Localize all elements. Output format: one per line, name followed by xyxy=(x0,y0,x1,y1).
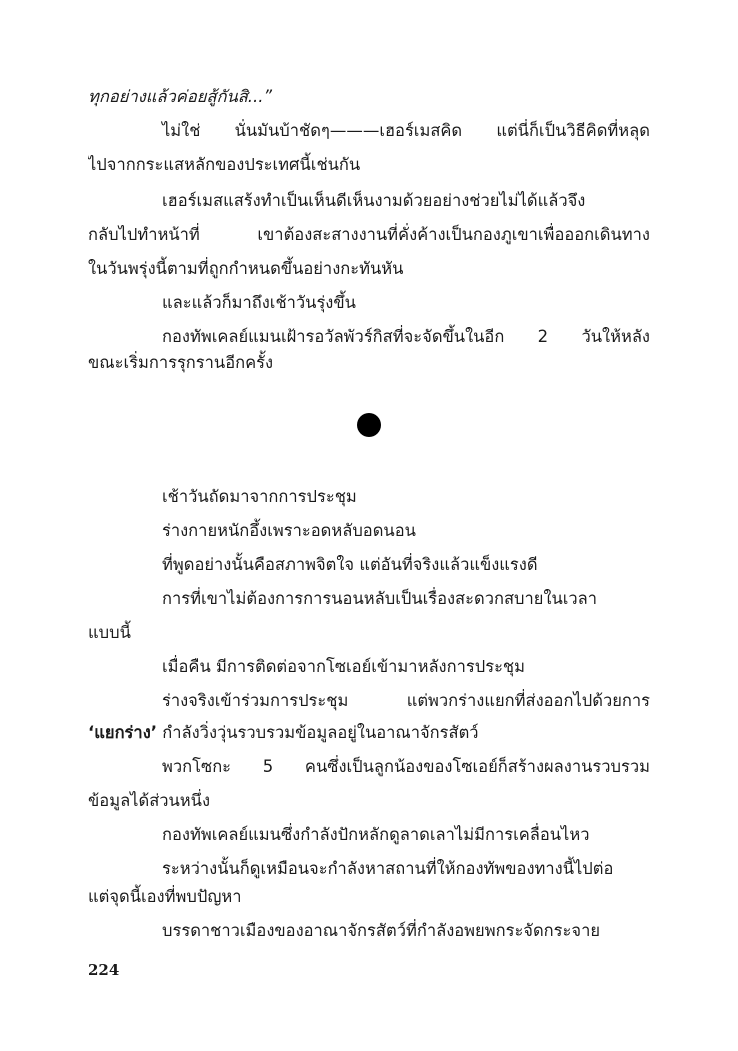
text-line: แบบนี้ xyxy=(88,623,131,642)
text-line: เช้าวันถัดมาจากการประชุม xyxy=(162,487,357,506)
text-line: ระหว่างนั้นก็ดูเหมือนจะกำลังหาสถานที่ให้กองทัพของทางนี้ไปต่อ xyxy=(162,859,614,878)
text-line: ไปจากกระแสหลักของประเทศนี้เช่นกัน xyxy=(88,155,361,174)
text-line: กลับไปทำหน้าที่ เขาต้องสะสางงานที่คั่งค้างเป็นกองภูเขาเพื่อออกเดินทาง xyxy=(88,225,650,244)
text-line: ที่พูดอย่างนั้นคือสภาพจิตใจ แต่อันที่จริงแล้วแข็งแรงดี xyxy=(162,555,538,574)
text-line: การที่เขาไม่ต้องการการนอนหลับเป็นเรื่องสะดวกสบายในเวลา xyxy=(162,589,598,608)
text-line: ทุกอย่างแล้วค่อยสู้กันสิ...” xyxy=(88,87,273,106)
text-line: ไม่ใช่ นั่นมันบ้าชัดๆ———เฮอร์เมสคิด แต่นี่ก็เป็นวิธีคิดที่หลุด xyxy=(162,121,650,140)
text-line: ร่างจริงเข้าร่วมการประชุม แต่พวกร่างแยกที่ส่งออกไปด้วยการ xyxy=(162,691,650,710)
text-line: บรรดาชาวเมืองของอาณาจักรสัตว์ที่กำลังอพยพกระจัดกระจาย xyxy=(162,921,600,940)
text-line: เฮอร์เมสแสร้งทำเป็นเห็นดีเห็นงามด้วยอย่างช่วยไม่ได้แล้วจึง xyxy=(162,191,586,210)
text-line: และแล้วก็มาถึงเช้าวันรุ่งขึ้น xyxy=(162,293,356,312)
section-divider-dot xyxy=(357,413,381,437)
emphasis-term: ‘แยกร่าง’ xyxy=(88,723,158,742)
text-line: เมื่อคืน มีการติดต่อจากโซเอย์เข้ามาหลังการประชุม xyxy=(162,657,525,676)
text-line: ในวันพรุ่งนี้ตามที่ถูกกำหนดขึ้นอย่างกะทันหัน xyxy=(88,259,404,278)
text-line xyxy=(88,716,650,750)
page-number: 224 xyxy=(88,961,120,979)
text-line: พวกโซกะ 5 คนซึ่งเป็นลูกน้องของโซเอย์ก็สร้างผลงานรวบรวม xyxy=(162,757,650,776)
text-line: ขณะเริ่มการรุกรานอีกครั้ง xyxy=(88,353,274,372)
text-fragment: กำลังวิ่งวุ่นรวบรวมข้อมูลอยู่ในอาณาจักรสัตว์ xyxy=(157,723,479,742)
text-line: กองทัพเคลย์แมนซึ่งกำลังปักหลักดูลาดเลาไม่มีการเคลื่อนไหว xyxy=(162,825,590,844)
text-line: แต่จุดนี้เองที่พบปัญหา xyxy=(88,887,242,906)
text-line: กองทัพเคลย์แมนเฝ้ารอวัลพัวร์กิสที่จะจัดขึ้นในอีก 2 วันให้หลัง xyxy=(162,327,650,346)
text-line: ข้อมูลได้ส่วนหนึ่ง xyxy=(88,791,211,810)
text-line: ร่างกายหนักอึ้งเพราะอดหลับอดนอน xyxy=(162,521,416,540)
